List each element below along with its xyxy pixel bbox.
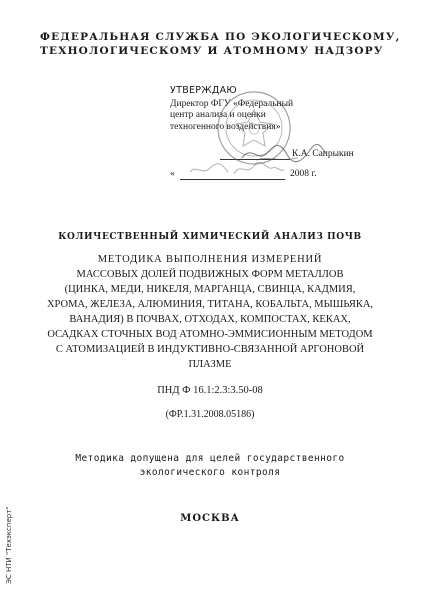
method-title-line: ОСАДКАХ СТОЧНЫХ ВОД АТОМНО-ЭММИСИОННЫМ МЕТОДОМ (47, 329, 373, 340)
approval-note-line-2: экологического контроля (139, 467, 281, 478)
date-year: 2008 г. (290, 169, 317, 179)
agency-line-2: ТЕХНОЛОГИЧЕСКОМУ И АТОМНОМУ НАДЗОРУ (40, 45, 384, 57)
approval-line-1: Директор ФГУ «Федеральный (170, 98, 294, 109)
agency-header (40, 30, 401, 58)
method-title-line: С АТОМИЗАЦИЕЙ В ИНДУКТИВНО-СВЯЗАННОЙ АРГОНОВОЙ (55, 344, 365, 355)
method-title-line: МАССОВЫХ ДОЛЕЙ ПОДВИЖНЫХ ФОРМ МЕТАЛЛОВ (76, 269, 344, 280)
method-title-line: МЕТОДИКА ВЫПОЛНЕНИЯ ИЗМЕРЕНИЙ (97, 254, 323, 265)
method-title-line: (ЦИНКА, МЕДИ, НИКЕЛЯ, МАРГАНЦА, СВИНЦА, КАДМИЯ, (64, 284, 356, 295)
city-name: МОСКВА (180, 513, 240, 524)
approval-note (50, 452, 370, 480)
handwritten-date-icon (186, 158, 286, 180)
agency-line-1: ФЕДЕРАЛЬНАЯ СЛУЖБА ПО ЭКОЛОГИЧЕСКОМУ, (40, 31, 401, 43)
method-title-line: ХРОМА, ЖЕЛЕЗА, АЛЮМИНИЯ, ТИТАНА, КОБАЛЬТА, МЫШЬЯКА, (46, 299, 374, 310)
date-quote: « (170, 169, 175, 179)
signer-name: К.А. Сапрыкин (292, 149, 354, 159)
analysis-title: КОЛИЧЕСТВЕННЫЙ ХИМИЧЕСКИЙ АНАЛИЗ ПОЧВ (58, 232, 362, 242)
approval-line-2: центр анализа и оценки (170, 110, 266, 120)
approval-heading: УТВЕРЖДАЮ (170, 85, 237, 96)
method-title-line: ПЛАЗМЕ (188, 359, 232, 370)
document-code: ПНД Ф 16.1:2.3:3.50-08 (157, 385, 263, 396)
approval-note-line-1: Методика допущена для целей государственного (75, 453, 345, 464)
approval-line-3: техногенного воздействия» (170, 121, 281, 132)
registration-number: (ФР.1.31.2008.05186) (165, 409, 255, 420)
side-watermark-text: ЭС НТИ "Техэксперт" (5, 506, 13, 584)
method-title-line: ВАНАДИЯ) В ПОЧВАХ, ОТХОДАХ, КОМПОСТАХ, КЕКАХ, (69, 314, 351, 325)
method-title (20, 252, 400, 372)
